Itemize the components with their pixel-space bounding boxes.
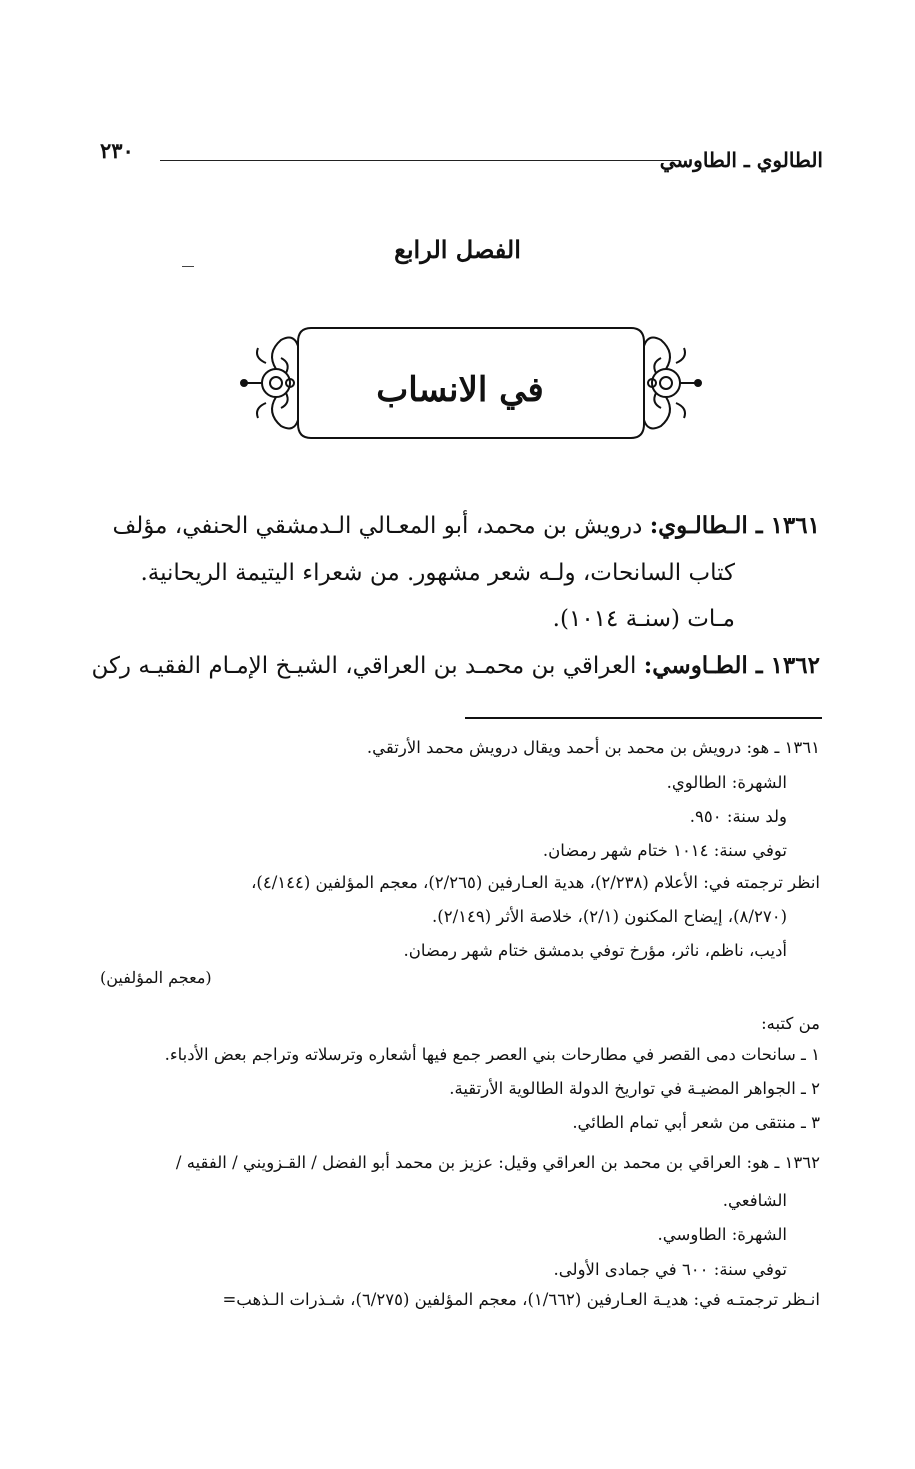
footnote-line: ٣ ـ منتقى من شعر أبي تمام الطائي. [572,1113,820,1132]
entry-text: العراقي بن محمـد بن العراقي، الشيـخ الإمـام الفقيـه ركن [91,653,644,679]
entry-1361-line-3: مـات (سنـة ١٠١٤). [552,606,735,632]
entry-label: ١٣٦٢ ـ الطـاوسي: [643,652,820,679]
running-title: الطالوي ـ الطاوسي [659,148,823,172]
footnote-rule [465,717,822,719]
footnote-line: توفي سنة: ٦٠٠ في جمادى الأولى. [553,1260,787,1279]
footnote-line: ١٣٦٢ ـ هو: العراقي بن محمد بن العراقي وقيل: عزيز بن محمد أبو الفضل / القـزويني / الفقيه / [175,1153,820,1172]
entry-1361-line-1 [112,512,820,539]
entry-1361-line-2: كتاب السانحات، ولـه شعر مشهور. من شعراء اليتيمة الريحانية. [140,560,735,586]
entry-text: درويش بن محمد، أبو المعـالي الـدمشقي الحنفي، مؤلف [112,513,650,539]
footnote-line: انـظر ترجمتـه في: هديـة العـارفين (١/٦٦٢)، معجم المؤلفين (٦/٢٧٥)، شـذرات الـذهب= [222,1290,820,1309]
stray-mark [182,266,194,267]
footnote-line: أديب، ناظم، ناثر، مؤرخ توفي بدمشق ختام شهر رمضان. [403,941,787,960]
entry-label: ١٣٦١ ـ الـطالـوي: [649,512,820,539]
footnote-line: ٢ ـ الجواهر المضيـة في تواريخ الدولة الطالوية الأرتقية. [449,1079,820,1098]
footnote-line: الشهرة: الطالوي. [666,773,787,792]
footnote-line: الشهرة: الطاوسي. [657,1225,787,1244]
footnote-source: (معجم المؤلفين) [100,968,212,987]
entry-1362-line-1 [91,652,820,679]
right-ornament-icon [644,338,701,429]
section-title: في الانساب [376,370,544,410]
footnote-line: من كتبه: [761,1014,820,1033]
footnote-line: توفي سنة: ١٠١٤ ختام شهر رمضان. [542,841,787,860]
footnote-line: ١ ـ سانحات دمى القصر في مطارحات بني العصر جمع فيها أشعاره وترسلاته وتراجم بعض الأدباء. [164,1045,820,1064]
footnote-line: الشافعي. [722,1191,787,1210]
page-number: ٢٣٠ [100,138,134,163]
footnote-line: ولد سنة: ٩٥٠. [689,807,787,826]
chapter-title: الفصل الرابع [394,235,521,264]
footnote-line: (٨/٢٧٠)، إيضاح المكنون (٢/١)، خلاصة الأثر (٢/١٤٩). [432,907,787,926]
footnote-line: انظر ترجمته في: الأعلام (٢/٢٣٨)، هدية العـارفين (٢/٢٦٥)، معجم المؤلفين (٤/١٤٤)، [251,873,820,892]
footnote-line: ١٣٦١ ـ هو: درويش بن محمد بن أحمد ويقال درويش محمد الأرتقي. [366,738,820,757]
header-rule [160,160,680,161]
left-ornament-icon [241,338,298,429]
